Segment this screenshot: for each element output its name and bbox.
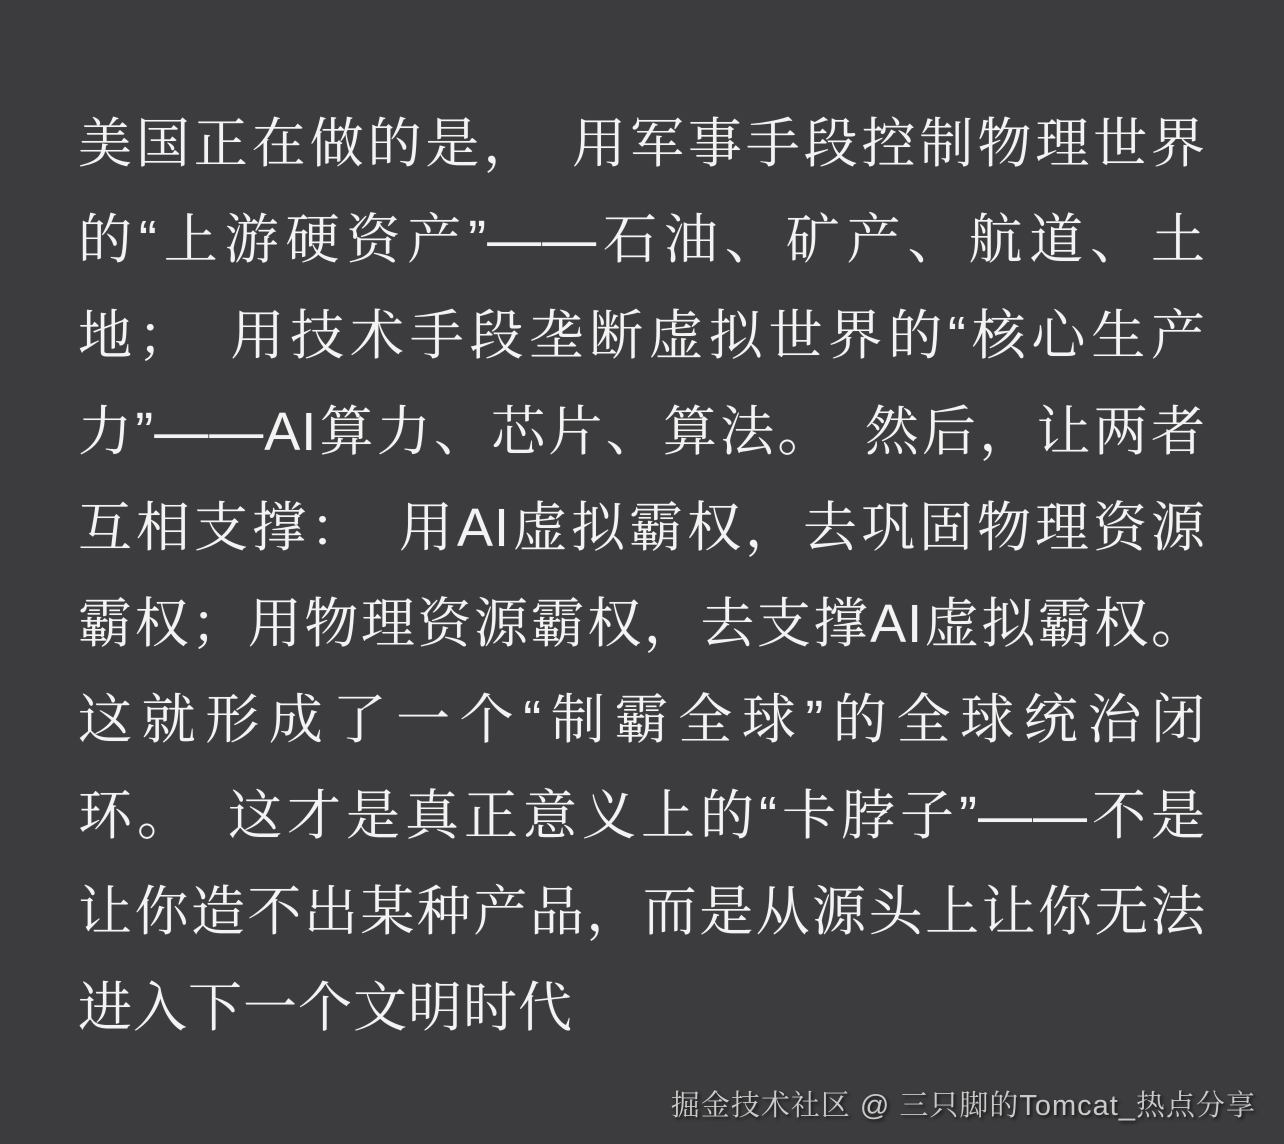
text-line-6: 霸权；用物理资源霸权，去支撑AI虚拟霸权。	[78, 594, 1206, 654]
text-line-1: 美国正在做的是， 用军事手段控制物理世界	[78, 114, 1206, 174]
text-line-7: 这就形成了一个“制霸全球”的全球统治闭	[78, 690, 1206, 750]
text-line-9: 让你造不出某种产品，而是从源头上让你无法	[78, 882, 1206, 942]
text-line-2: 的“上游硬资产”——石油、矿产、航道、土	[78, 210, 1206, 270]
watermark: 掘金技术社区 @ 三只脚的Tomcat_热点分享	[670, 1090, 1256, 1122]
text-line-3: 地； 用技术手段垄断虚拟世界的“核心生产	[78, 306, 1206, 366]
text-line-10: 进入下一个文明时代	[78, 978, 573, 1038]
text-line-4: 力”——AI算力、芯片、算法。 然后，让两者	[78, 402, 1206, 462]
text-line-8: 环。 这才是真正意义上的“卡脖子”——不是	[78, 786, 1206, 846]
text-line-5: 互相支撑： 用AI虚拟霸权，去巩固物理资源	[78, 498, 1206, 558]
